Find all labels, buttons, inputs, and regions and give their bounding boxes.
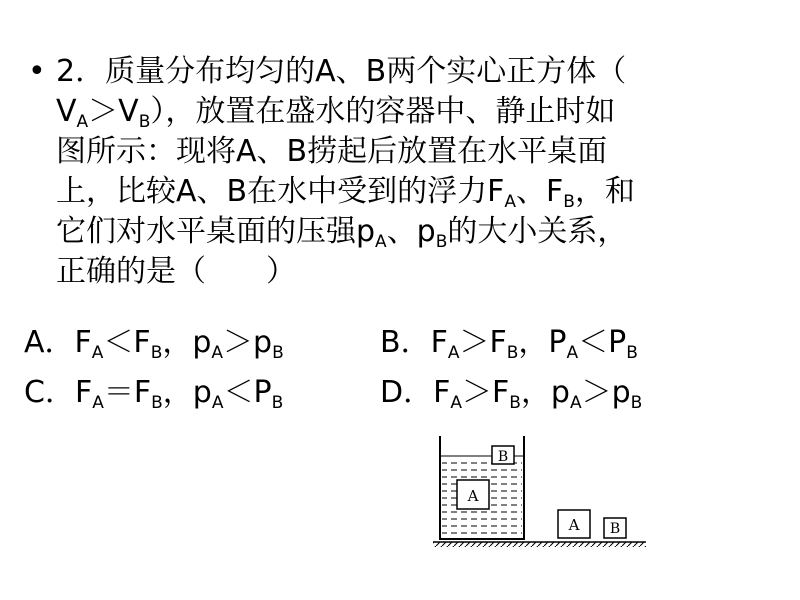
option-text-segment: ＜F	[103, 325, 151, 360]
question-text	[56, 52, 736, 292]
option-text-segment: C．F	[24, 375, 93, 410]
question-text-segment: 、F	[516, 174, 564, 209]
question-text-segment: 上，比较A、B在水中受到的浮力F	[56, 174, 505, 209]
question-text-segment: 的大小关系，	[447, 214, 628, 249]
option-text-segment: B．F	[380, 325, 448, 360]
option-text-segment: ＞F	[459, 325, 507, 360]
option-text-segment: ＞p	[223, 325, 273, 360]
question-text-segment: ，和	[574, 174, 635, 209]
question-text-segment: V	[56, 94, 77, 129]
option-text-segment: ，p	[520, 375, 570, 410]
subscript: A	[450, 393, 462, 413]
subscript: A	[211, 393, 224, 413]
block-b-on-table-label: B	[609, 521, 621, 537]
table-hatching	[433, 542, 646, 547]
block-b-floating-label: B	[497, 449, 509, 465]
option-d	[380, 368, 642, 418]
subscript: B	[271, 393, 284, 413]
subscript: A	[504, 192, 516, 212]
question-text-segment: ），放置在盛水的容器中、静止时如	[150, 94, 616, 129]
bullet-point: •	[28, 54, 46, 89]
subscript: B	[626, 343, 638, 363]
figure-svg	[430, 432, 650, 552]
question-line	[56, 252, 736, 292]
question-line	[56, 132, 736, 172]
block-a-suspended-label: A	[467, 487, 479, 505]
subscript: B	[563, 192, 575, 212]
buoyancy-figure	[430, 432, 650, 552]
option-text-segment: ＞p	[581, 375, 631, 410]
option-text-segment: ＜P	[223, 375, 272, 410]
subscript: B	[151, 393, 163, 413]
subscript: A	[211, 343, 224, 363]
question-line	[56, 212, 736, 252]
option-text-segment: ＞F	[462, 375, 510, 410]
question-line	[56, 92, 736, 132]
question-line	[56, 52, 736, 92]
option-text-segment: A．F	[24, 325, 92, 360]
option-c	[24, 368, 283, 418]
question-text-segment: 正确的是（ ）	[56, 254, 296, 289]
subscript: B	[272, 343, 284, 363]
subscript: A	[569, 393, 582, 413]
option-text-segment: D．F	[380, 375, 451, 410]
option-text-segment: ，P	[518, 325, 567, 360]
option-b	[380, 318, 638, 368]
question-text-segment: 2．质量分布均匀的A、B两个实心正方体（	[56, 54, 627, 89]
subscript: A	[375, 232, 387, 252]
subscript: A	[76, 112, 89, 132]
subscript: A	[92, 393, 104, 413]
question-line	[56, 172, 736, 212]
subscript: A	[447, 343, 460, 363]
option-a	[24, 318, 284, 368]
subscript: B	[150, 343, 163, 363]
subscript: A	[566, 343, 579, 363]
subscript: B	[509, 393, 521, 413]
question-text-segment: 图所示：现将A、B捞起后放置在水平桌面	[56, 134, 608, 169]
subscript: B	[506, 343, 519, 363]
subscript: B	[138, 112, 151, 132]
subscript: B	[630, 393, 643, 413]
option-text-segment: ＜P	[578, 325, 627, 360]
question-text-segment: 、p	[386, 214, 436, 249]
option-text-segment: ＝F	[103, 375, 152, 410]
subscript: A	[91, 343, 104, 363]
option-text-segment: ，p	[162, 375, 212, 410]
block-a-on-table-label: A	[568, 516, 580, 534]
subscript: B	[435, 232, 448, 252]
question-text-segment: 它们对水平桌面的压强p	[56, 214, 376, 249]
question-text-segment: ＞V	[88, 94, 139, 129]
option-text-segment: ，p	[162, 325, 212, 360]
